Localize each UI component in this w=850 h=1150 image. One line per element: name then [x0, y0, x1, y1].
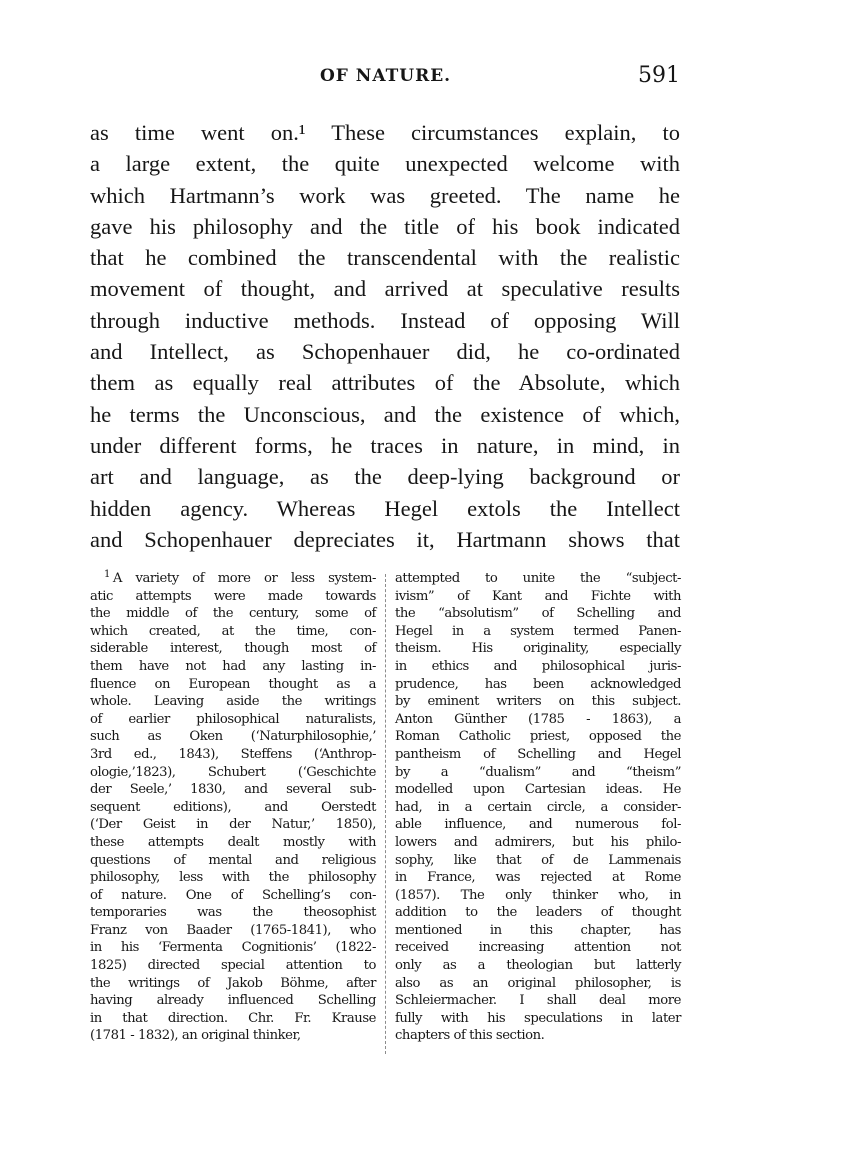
footnote-line: sequent editions), and Oerstedt [90, 799, 376, 815]
running-title: OF NATURE. [320, 66, 452, 86]
footnote-text: A variety of more or less system- [112, 571, 376, 586]
footnote-line: in ethics and philosophical juris- [395, 658, 681, 674]
footnote-line: philosophy, less with the philosophy [90, 870, 376, 886]
footnote-line: the writings of Jakob Böhme, after [90, 975, 376, 991]
footnote-line: theism. His originality, especially [395, 641, 681, 657]
footnote-line: ologie,’1823), Schubert (‘Geschichte [90, 764, 376, 780]
body-text-line: as time went on.¹ These circumstances explain, to [90, 120, 680, 145]
footnote-line: (1781 - 1832), an original thinker, [90, 1028, 301, 1044]
body-text-line: gave his philosophy and the title of his book indicated [90, 213, 680, 239]
footnote-line: (1857). The only thinker who, in [395, 887, 681, 903]
footnote-line: siderable interest, though most of [90, 641, 376, 657]
footnote-line: by a “dualism” and “theism” [395, 764, 681, 780]
footnote-line: 1 A variety of more or less system- [104, 568, 376, 586]
footnote-line: only as a theologian but latterly [395, 958, 681, 974]
footnote-line: addition to the leaders of thought [395, 905, 681, 921]
footnote-line: Anton Günther (1785 - 1863), a [395, 711, 681, 727]
footnote-line: received increasing attention not [395, 940, 681, 956]
footnote-line: atic attempts were made towards [90, 588, 376, 604]
body-text-line: a large extent, the quite unexpected welcome with [90, 151, 680, 177]
footnote-line: questions of mental and religious [90, 852, 376, 868]
footnote-line: in that direction. Chr. Fr. Krause [90, 1010, 376, 1026]
page-number: 591 [638, 63, 680, 88]
footnote-line: able influence, and numerous fol- [395, 817, 681, 833]
footnote-line: Roman Catholic priest, opposed the [395, 729, 681, 745]
body-text [90, 117, 680, 555]
body-text-line: art and language, as the deep-lying background or [90, 464, 680, 490]
footnote-line: mentioned in this chapter, has [395, 922, 681, 938]
body-text-line: movement of thought, and arrived at speculative results [90, 276, 680, 302]
footnote-line: had, in a certain circle, a consider- [395, 799, 681, 815]
footnote-line: in his ‘Fermenta Cognitionis’ (1822- [90, 940, 376, 956]
body-text-line: he terms the Unconscious, and the existence of which, [90, 401, 680, 427]
footnote-line: which created, at the time, con- [90, 623, 376, 639]
footnote-line: temporaries was the theosophist [90, 905, 376, 921]
footnote-line: by eminent writers on this subject. [395, 694, 681, 710]
footnote-block [90, 570, 682, 1060]
footnote-line: also as an original philosopher, is [395, 975, 681, 991]
footnote-line: these attempts dealt mostly with [90, 834, 376, 850]
body-text-line: through inductive methods. Instead of opposing Will [90, 307, 680, 333]
footnote-line: 3rd ed., 1843), Steffens (‘Anthrop- [90, 746, 376, 762]
body-text-line: hidden agency. Whereas Hegel extols the Intellect [90, 495, 680, 521]
footnote-line: ivism” of Kant and Fichte with [395, 588, 681, 604]
footnote-line: modelled upon Cartesian ideas. He [395, 782, 681, 798]
footnote-line: the middle of the century, some of [90, 606, 376, 622]
column-divider [385, 574, 386, 1054]
body-text-line: that he combined the transcendental with the realistic [90, 245, 680, 271]
footnote-line: fluence on European thought as a [90, 676, 376, 692]
body-text-line: and Schopenhauer depreciates it, Hartmann shows that [90, 526, 680, 552]
body-text-line: under different forms, he traces in nature, in mind, in [90, 432, 680, 458]
footnote-line: attempted to unite the “subject- [395, 571, 681, 586]
footnote-line: 1825) directed special attention to [90, 958, 376, 974]
footnote-line: Schleiermacher. I shall deal more [395, 993, 681, 1009]
footnote-line: (‘Der Geist in der Natur,’ 1850), [90, 817, 376, 833]
running-head [90, 63, 680, 96]
footnote-line: having already influenced Schelling [90, 993, 376, 1009]
body-text-line: them as equally real attributes of the Absolute, which [90, 370, 680, 396]
footnote-column-left [90, 570, 376, 1045]
footnote-line: pantheism of Schelling and Hegel [395, 746, 681, 762]
footnote-column-right [395, 570, 681, 1045]
footnote-line: prudence, has been acknowledged [395, 676, 681, 692]
footnote-line: Franz von Baader (1765-1841), who [90, 922, 376, 938]
footnote-line: them have not had any lasting in- [90, 658, 376, 674]
footnote-line: sophy, like that of de Lammenais [395, 852, 681, 868]
footnote-line: fully with his speculations in later [395, 1010, 681, 1026]
footnote-line: such as Oken (‘Naturphilosophie,’ [90, 729, 376, 745]
footnote-line: of nature. One of Schelling’s con- [90, 887, 376, 903]
footnote-line: Hegel in a system termed Panen- [395, 623, 681, 639]
footnote-line: the “absolutism” of Schelling and [395, 606, 681, 622]
footnote-line: whole. Leaving aside the writings [90, 694, 376, 710]
body-text-line: which Hartmann’s work was greeted. The name he [90, 182, 680, 208]
footnote-line: der Seele,’ 1830, and several sub- [90, 782, 376, 798]
footnote-line: chapters of this section. [395, 1028, 545, 1044]
footnote-line: of earlier philosophical naturalists, [90, 711, 376, 727]
footnote-line: in France, was rejected at Rome [395, 870, 681, 886]
footnote-line: lowers and admirers, but his philo- [395, 834, 681, 850]
body-text-line: and Intellect, as Schopenhauer did, he co-ordinated [90, 339, 680, 365]
